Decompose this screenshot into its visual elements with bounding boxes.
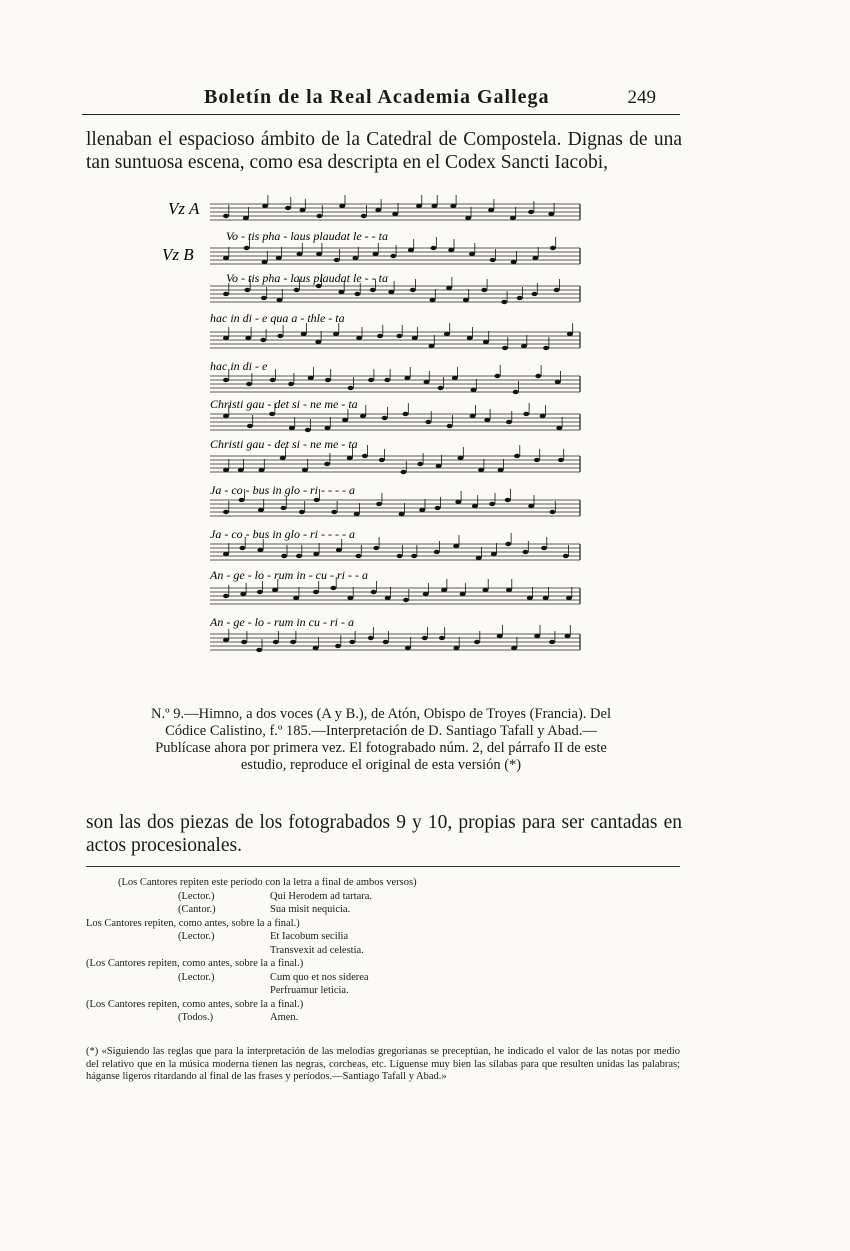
note-head bbox=[342, 418, 348, 422]
note-head bbox=[404, 376, 410, 380]
note-head bbox=[313, 590, 319, 594]
note-head bbox=[368, 378, 374, 382]
note-head bbox=[276, 256, 282, 260]
note-head bbox=[353, 256, 359, 260]
note-head bbox=[297, 252, 303, 256]
rubric-note: (Los Cantores repiten, como antes, sobre la a final.) bbox=[86, 958, 304, 969]
verse-text: Cum quo et nos siderea Perfruamur leticia. bbox=[270, 971, 369, 996]
note-head bbox=[269, 412, 275, 416]
note-head bbox=[285, 206, 291, 210]
note-head bbox=[293, 596, 299, 600]
note-head bbox=[532, 256, 538, 260]
page-number: 249 bbox=[627, 87, 656, 108]
note-head bbox=[483, 340, 489, 344]
note-head bbox=[244, 246, 250, 250]
lyric-line-8: Ja - co - bus in glo - ri - - - - a bbox=[210, 527, 355, 541]
note-head bbox=[494, 374, 500, 378]
note-head bbox=[471, 388, 477, 392]
note-head bbox=[482, 588, 488, 592]
note-head bbox=[290, 640, 296, 644]
note-head bbox=[354, 512, 360, 516]
verse-role: (Todos.) bbox=[178, 1012, 214, 1023]
note-head bbox=[360, 414, 366, 418]
note-head bbox=[347, 596, 353, 600]
verse-row bbox=[86, 903, 680, 917]
note-head bbox=[489, 502, 495, 506]
note-head bbox=[490, 258, 496, 262]
note-head bbox=[417, 462, 423, 466]
note-head bbox=[446, 286, 452, 290]
note-head bbox=[416, 204, 422, 208]
note-head bbox=[335, 644, 341, 648]
verse-role: (Lector.) bbox=[178, 971, 215, 983]
note-head bbox=[476, 556, 482, 560]
note-head bbox=[550, 246, 556, 250]
note-head bbox=[384, 378, 390, 382]
note-head bbox=[300, 208, 306, 212]
note-head bbox=[436, 464, 442, 468]
note-head bbox=[376, 502, 382, 506]
note-head bbox=[260, 338, 266, 342]
rubric-note: (Los Cantores repiten, como antes, sobre la a final.) bbox=[86, 998, 304, 1010]
note-head bbox=[528, 210, 534, 214]
note-head bbox=[239, 546, 245, 550]
note-head bbox=[257, 590, 263, 594]
note-head bbox=[377, 334, 383, 338]
note-head bbox=[429, 344, 435, 348]
verse-row bbox=[86, 890, 680, 904]
note-head bbox=[405, 646, 411, 650]
note-head bbox=[383, 640, 389, 644]
score-drawing bbox=[160, 182, 590, 662]
note-head bbox=[273, 640, 279, 644]
note-head bbox=[270, 378, 276, 382]
note-head bbox=[555, 380, 561, 384]
note-head bbox=[540, 414, 546, 418]
note-head bbox=[336, 548, 342, 552]
lyric-line-2: Vo - tis pha - laus plaudat le - - ta bbox=[226, 271, 388, 285]
note-head bbox=[543, 346, 549, 350]
paragraph-intro: llenaban el espacioso ámbito de la Catedral de Compostela. Dignas de una tan suntuosa escena, como esa descripta en el Codex Sancti Iacobi, bbox=[86, 129, 682, 173]
note-head bbox=[243, 216, 249, 220]
note-head bbox=[246, 382, 252, 386]
note-head bbox=[497, 634, 503, 638]
note-head bbox=[281, 554, 287, 558]
note-head bbox=[244, 288, 250, 292]
note-head bbox=[534, 458, 540, 462]
voice-b-label: Vz B bbox=[162, 245, 194, 264]
note-head bbox=[277, 298, 283, 302]
note-head bbox=[317, 214, 323, 218]
note-head bbox=[390, 254, 396, 258]
note-head bbox=[550, 510, 556, 514]
note-head bbox=[325, 378, 331, 382]
note-head bbox=[422, 636, 428, 640]
verse-row bbox=[86, 1011, 680, 1025]
note-head bbox=[458, 456, 464, 460]
note-head bbox=[491, 552, 497, 556]
verse-text: Qui Herodem ad tartara. bbox=[270, 890, 373, 902]
note-head bbox=[474, 640, 480, 644]
note-head bbox=[223, 256, 229, 260]
verse-role: (Lector.) bbox=[178, 931, 215, 942]
note-head bbox=[554, 288, 560, 292]
note-head bbox=[245, 336, 251, 340]
note-head bbox=[563, 554, 569, 558]
lyric-line-7: Ja - co - bus in glo - ri - - - - a bbox=[210, 483, 355, 497]
note-head bbox=[362, 454, 368, 458]
note-head bbox=[289, 426, 295, 430]
note-head bbox=[455, 500, 461, 504]
verse-row bbox=[86, 930, 680, 957]
note-head bbox=[431, 246, 437, 250]
note-head bbox=[431, 204, 437, 208]
note-head bbox=[397, 554, 403, 558]
note-head bbox=[259, 468, 265, 472]
verse-role: (Lector.) bbox=[178, 890, 215, 902]
note-head bbox=[247, 424, 253, 428]
note-head bbox=[528, 504, 534, 508]
note-head bbox=[521, 344, 527, 348]
lyric-line-10: An - ge - lo - rum in cu - ri - a bbox=[210, 615, 354, 629]
note-head bbox=[316, 252, 322, 256]
rubric-note: Los Cantores repiten, como antes, sobre la a final.) bbox=[86, 917, 300, 929]
note-head bbox=[334, 258, 340, 262]
note-head bbox=[411, 554, 417, 558]
note-head bbox=[223, 594, 229, 598]
note-head bbox=[478, 468, 484, 472]
note-head bbox=[368, 636, 374, 640]
note-head bbox=[379, 458, 385, 462]
running-header bbox=[82, 84, 680, 115]
note-head bbox=[241, 640, 247, 644]
note-head bbox=[370, 288, 376, 292]
note-head bbox=[288, 382, 294, 386]
lyric-line-6: Christi gau - det si - ne me - ta bbox=[210, 437, 358, 451]
footnote-divider bbox=[86, 866, 680, 867]
note-head bbox=[448, 248, 454, 252]
note-head bbox=[453, 646, 459, 650]
note-head bbox=[447, 424, 453, 428]
note-head bbox=[277, 334, 283, 338]
note-head bbox=[441, 588, 447, 592]
verse-text: Sua misit nequicia. bbox=[270, 904, 351, 915]
note-head bbox=[349, 640, 355, 644]
note-head bbox=[527, 596, 533, 600]
footnote: (*) «Siguiendo las reglas que para la interpretación de las melodías gregorianas se preceptúan, he indicado el valor de las notas por medio del relativo que en la música moderna tienen las negras, corcheas, etc. Líguense muy bien las sílabas para que resulten unidas las palabras; háganse ligeros ritardando al final de las frases y períodos.—Santiago Tafall y Abad.» bbox=[86, 1046, 680, 1082]
hymn-text-block bbox=[86, 876, 680, 1025]
note-head bbox=[403, 412, 409, 416]
note-head bbox=[506, 588, 512, 592]
note-head bbox=[294, 288, 300, 292]
lyric-line-5: Christi gau - det si - ne me - ta bbox=[210, 397, 358, 411]
note-head bbox=[438, 386, 444, 390]
note-head bbox=[505, 498, 511, 502]
journal-title: Boletín de la Real Academia Gallega bbox=[204, 86, 550, 108]
paragraph-processional: son las dos piezas de los fotograbados 9 y 10, propias para ser cantadas en actos procesionales. bbox=[86, 812, 682, 856]
note-head bbox=[472, 504, 478, 508]
note-head bbox=[434, 550, 440, 554]
note-head bbox=[361, 214, 367, 218]
note-head bbox=[356, 554, 362, 558]
note-head bbox=[505, 542, 511, 546]
note-head bbox=[567, 332, 573, 336]
note-head bbox=[543, 596, 549, 600]
figure-caption: N.º 9.—Himno, a dos voces (A y B.), de Atón, Obispo de Troyes (Francia). Del Códice Calistino, f.º 185.—Interpretación de D. Santiago Tafall y Abad.—Publícase ahora por primera vez. El fotograbado núm. 2, del párrafo II de este estudio, reproduce el original de esta versión (*) bbox=[151, 706, 611, 773]
note-head bbox=[565, 634, 571, 638]
note-head bbox=[299, 510, 305, 514]
verse-role: (Cantor.) bbox=[178, 904, 216, 915]
note-head bbox=[481, 288, 487, 292]
note-head bbox=[401, 470, 407, 474]
note-head bbox=[330, 586, 336, 590]
note-head bbox=[419, 508, 425, 512]
note-head bbox=[532, 292, 538, 296]
note-head bbox=[523, 412, 529, 416]
note-head bbox=[258, 508, 264, 512]
note-head bbox=[308, 376, 314, 380]
note-head bbox=[301, 332, 307, 336]
note-head bbox=[223, 336, 229, 340]
note-head bbox=[425, 420, 431, 424]
note-head bbox=[523, 550, 529, 554]
note-head bbox=[281, 506, 287, 510]
note-head bbox=[439, 636, 445, 640]
note-head bbox=[302, 468, 308, 472]
note-head bbox=[313, 552, 319, 556]
note-head bbox=[324, 462, 330, 466]
rubric-note: (Los Cantores repiten este período con la letra a final de ambos versos) bbox=[118, 877, 417, 888]
note-head bbox=[223, 638, 229, 642]
note-head bbox=[412, 336, 418, 340]
note-head bbox=[488, 208, 494, 212]
note-head bbox=[513, 390, 519, 394]
note-head bbox=[534, 634, 540, 638]
note-head bbox=[223, 214, 229, 218]
note-head bbox=[257, 548, 263, 552]
note-head bbox=[238, 468, 244, 472]
note-head bbox=[256, 648, 262, 652]
note-head bbox=[347, 456, 353, 460]
note-head bbox=[262, 260, 268, 264]
note-head bbox=[556, 426, 562, 430]
note-head bbox=[424, 380, 430, 384]
note-head bbox=[261, 296, 267, 300]
lyric-line-9: An - ge - lo - rum in - cu - ri - - a bbox=[210, 568, 368, 582]
note-head bbox=[548, 212, 554, 216]
note-head bbox=[452, 376, 458, 380]
note-head bbox=[469, 252, 475, 256]
note-head bbox=[338, 290, 344, 294]
lyric-line-3: hac in di - e qua a - thle - ta bbox=[210, 311, 345, 325]
note-head bbox=[467, 336, 473, 340]
note-head bbox=[511, 646, 517, 650]
note-head bbox=[305, 428, 311, 432]
note-head bbox=[280, 456, 286, 460]
note-head bbox=[410, 288, 416, 292]
note-head bbox=[223, 378, 229, 382]
note-head bbox=[373, 546, 379, 550]
note-head bbox=[339, 204, 345, 208]
note-head bbox=[314, 498, 320, 502]
note-head bbox=[444, 332, 450, 336]
note-head bbox=[223, 468, 229, 472]
note-head bbox=[517, 296, 523, 300]
note-head bbox=[408, 248, 414, 252]
note-head bbox=[506, 420, 512, 424]
note-head bbox=[371, 590, 377, 594]
note-head bbox=[502, 346, 508, 350]
note-head bbox=[514, 454, 520, 458]
note-head bbox=[373, 252, 379, 256]
verse-row bbox=[86, 971, 680, 998]
note-head bbox=[450, 204, 456, 208]
note-head bbox=[375, 208, 381, 212]
note-head bbox=[240, 592, 246, 596]
note-head bbox=[403, 598, 409, 602]
note-head bbox=[223, 552, 229, 556]
note-head bbox=[348, 386, 354, 390]
note-head bbox=[331, 510, 337, 514]
note-head bbox=[541, 546, 547, 550]
note-head bbox=[223, 510, 229, 514]
note-head bbox=[501, 300, 507, 304]
verse-text: Et Iacobum secilia Transvexit ad celestia. bbox=[270, 931, 364, 956]
note-head bbox=[313, 646, 319, 650]
note-head bbox=[535, 374, 541, 378]
note-head bbox=[511, 260, 517, 264]
lyric-line-1: Vo - tis pha - laus plaudat le - - ta bbox=[226, 229, 388, 243]
note-head bbox=[498, 468, 504, 472]
note-head bbox=[296, 554, 302, 558]
note-head bbox=[484, 418, 490, 422]
note-head bbox=[392, 212, 398, 216]
note-head bbox=[223, 414, 229, 418]
note-head bbox=[465, 216, 471, 220]
note-head bbox=[423, 592, 429, 596]
note-head bbox=[558, 458, 564, 462]
note-head bbox=[388, 290, 394, 294]
note-head bbox=[396, 334, 402, 338]
note-head bbox=[356, 336, 362, 340]
note-head bbox=[223, 292, 229, 296]
lyric-line-4: hac in di - e bbox=[210, 359, 268, 373]
note-head bbox=[325, 426, 331, 430]
note-head bbox=[510, 216, 516, 220]
note-head bbox=[262, 204, 268, 208]
note-head bbox=[566, 596, 572, 600]
note-head bbox=[549, 640, 555, 644]
note-head bbox=[463, 298, 469, 302]
note-heads bbox=[223, 195, 573, 652]
note-head bbox=[354, 292, 360, 296]
note-head bbox=[435, 506, 441, 510]
note-head bbox=[470, 414, 476, 418]
note-head bbox=[315, 340, 321, 344]
music-score-figure bbox=[160, 182, 590, 662]
note-head bbox=[460, 592, 466, 596]
note-head bbox=[430, 298, 436, 302]
note-head bbox=[239, 498, 245, 502]
note-head bbox=[385, 596, 391, 600]
voice-a-label: Vz A bbox=[168, 199, 200, 218]
note-head bbox=[453, 544, 459, 548]
note-head bbox=[382, 416, 388, 420]
verse-text: Amen. bbox=[270, 1012, 299, 1023]
note-head bbox=[333, 332, 339, 336]
note-head bbox=[272, 588, 278, 592]
note-head bbox=[399, 512, 405, 516]
